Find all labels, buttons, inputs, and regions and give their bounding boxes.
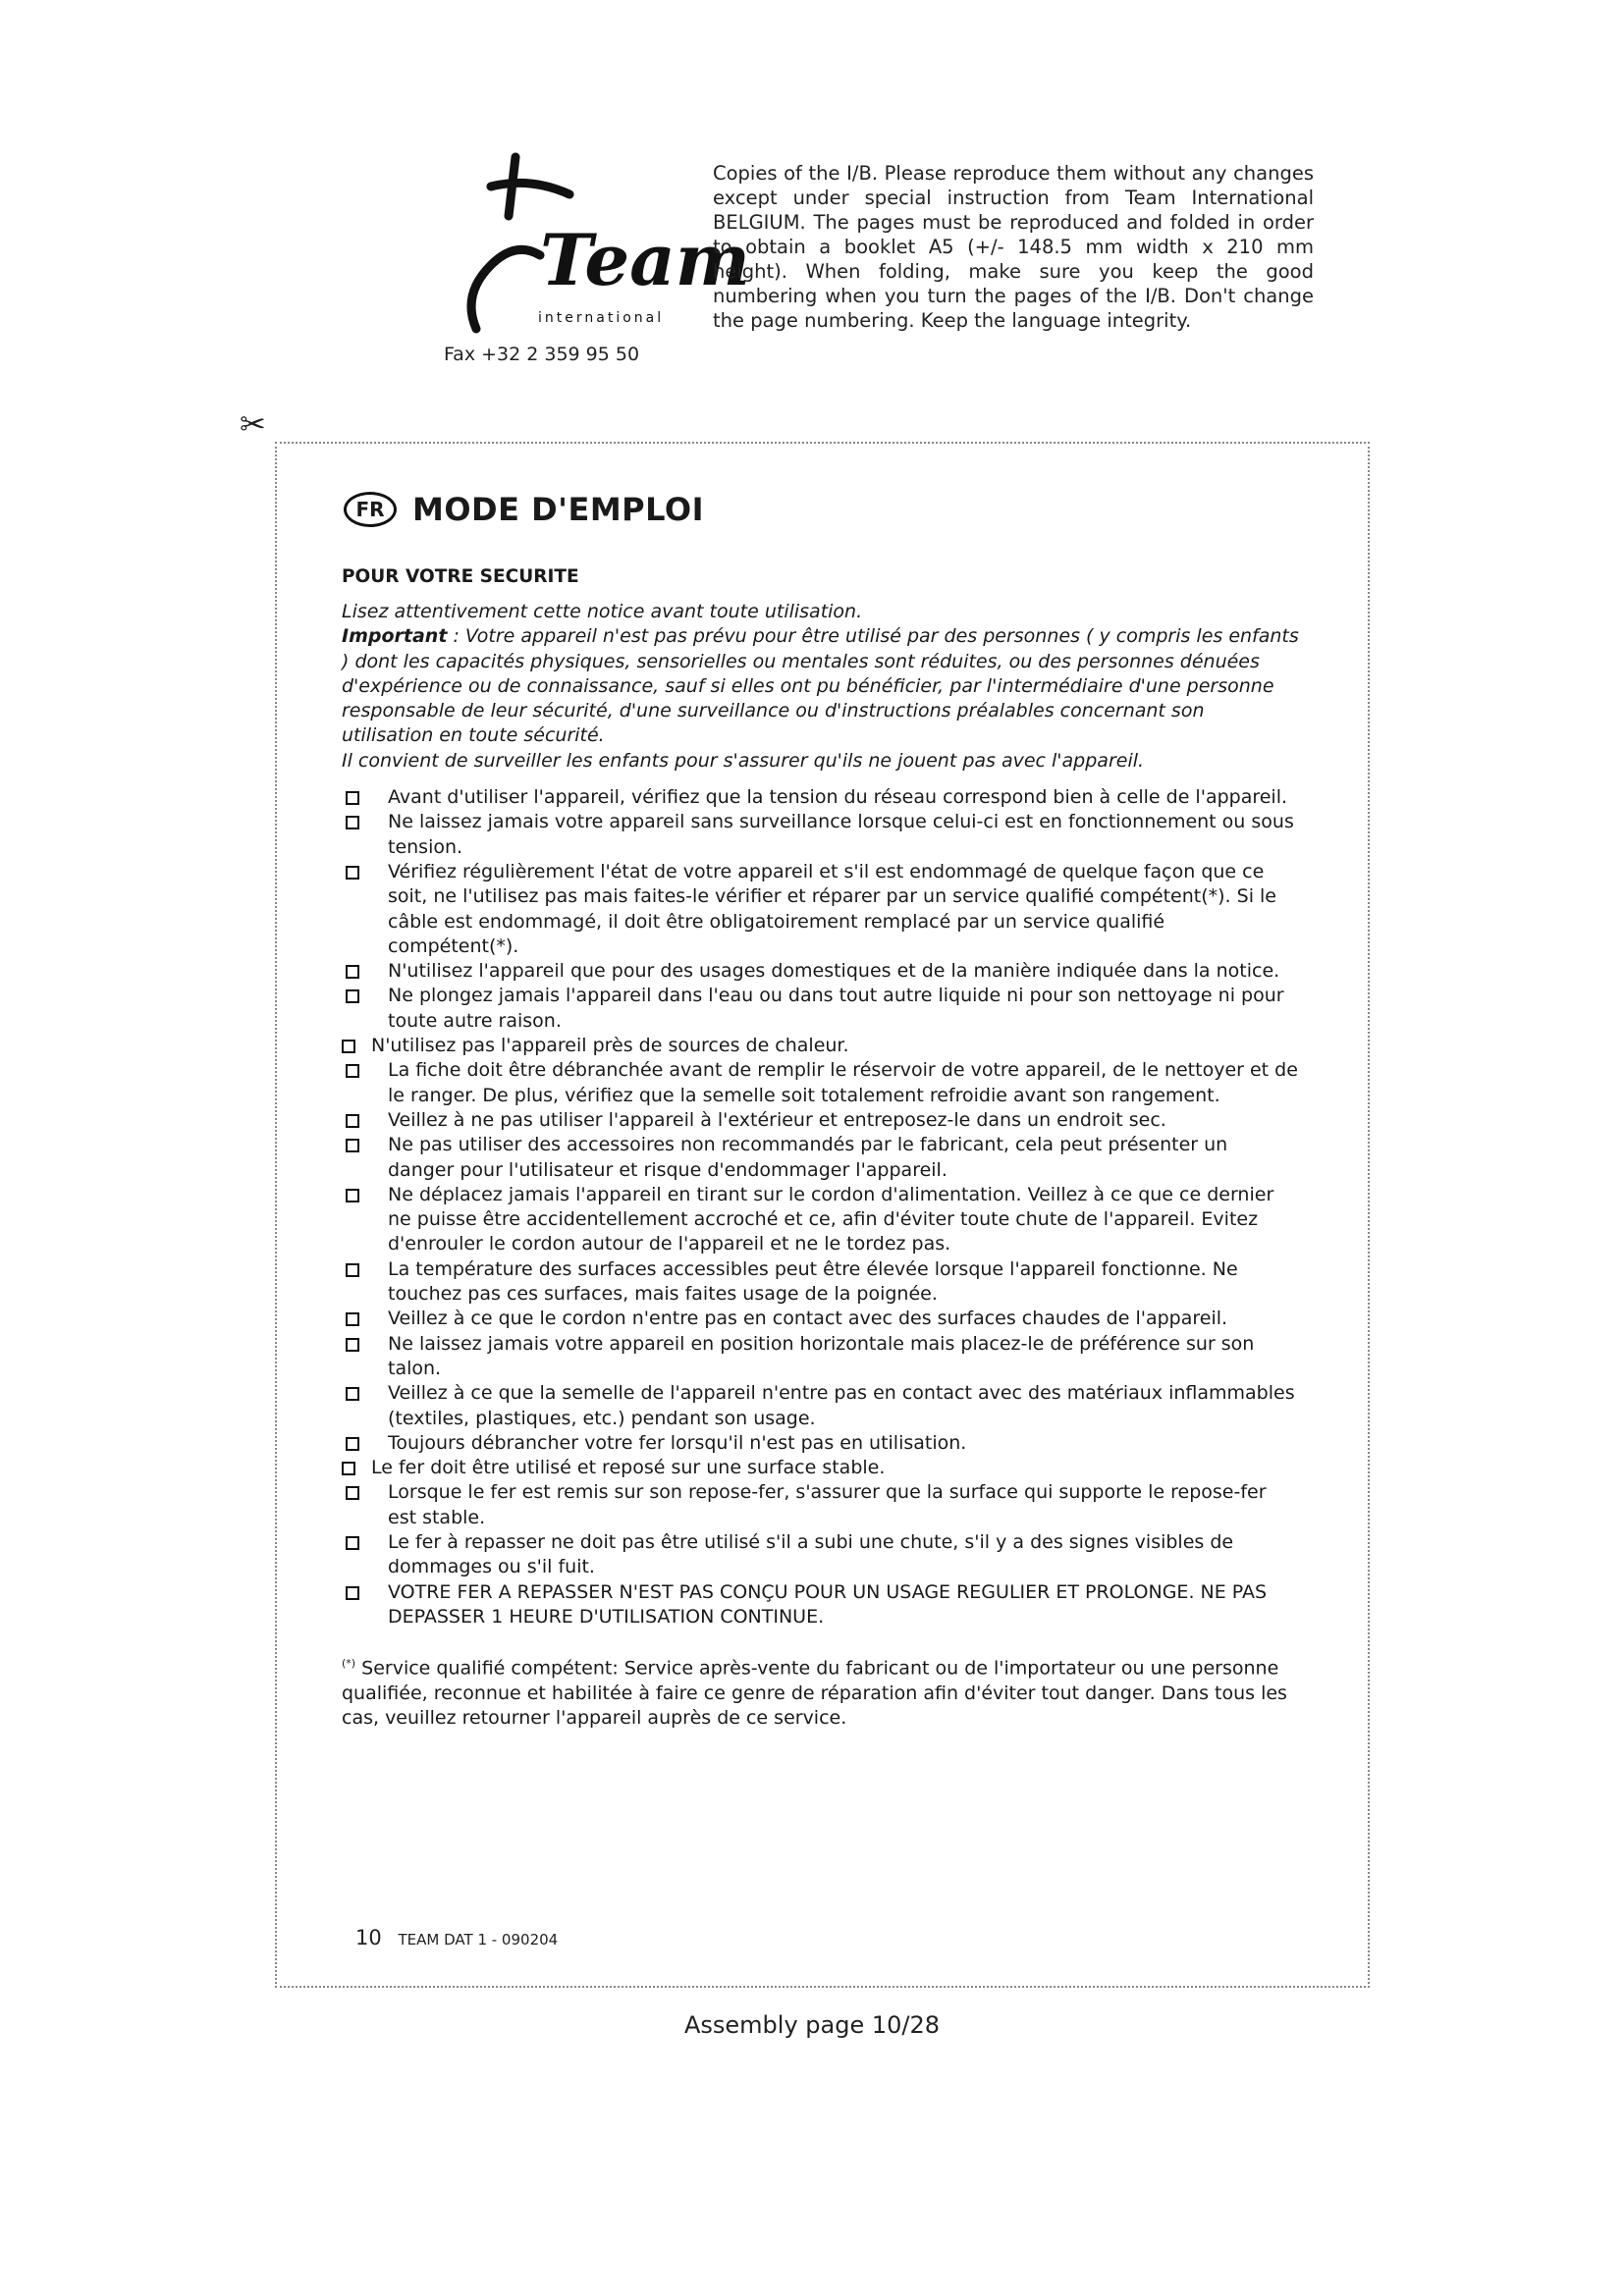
page-title (344, 491, 704, 528)
important-text: : Votre appareil n'est pas prévu pour être utilisé par des personnes ( y compris les enfants ) dont les capacités physiques, sensorielles ou mentales sont réduites, ou des personnes dénuées d'expérience ou de connaissance, sauf si elles ont pu bénéficier, par l'intermédiaire d'une personne responsable de leur sécurité, d'une surveillance ou d'instructions préalables concernant son utilisation en toute sécurité. (342, 625, 1299, 747)
checkbox-icon (346, 1064, 359, 1078)
list-item: Toujours débrancher votre fer lorsqu'il n'est pas en utilisation. (342, 1431, 1299, 1456)
page-number: 10 (355, 1926, 382, 1949)
list-item: Ne plongez jamais l'appareil dans l'eau ou dans tout autre liquide ni pour son nettoyage ni pour toute autre raison. (342, 984, 1299, 1034)
list-item: Veillez à ne pas utiliser l'appareil à l'extérieur et entreposez-le dans un endroit sec. (342, 1108, 1299, 1133)
logo-word: Team (540, 218, 750, 301)
list-item: VOTRE FER A REPASSER N'EST PAS CONÇU POUR UN USAGE REGULIER ET PROLONGE. NE PAS DEPASSER 1 HEURE D'UTILISATION CONTINUE. (342, 1580, 1299, 1630)
safety-content (342, 600, 1299, 1731)
reproduction-note: Copies of the I/B. Please reproduce them without any changes except under special instruction from Team International BELGIUM. The pages must be reproduced and folded in order to obtain a booklet A5 (+/- 148.5 mm width x 210 mm height). When folding, make sure you keep the good numbering when you turn the pages of the I/B. Don't change the page numbering. Keep the language integrity. (713, 162, 1314, 332)
list-item: Le fer à repasser ne doit pas être utilisé s'il a subi une chute, s'il y a des signes visibles de dommages ou s'il fuit. (342, 1530, 1299, 1580)
list-item: La fiche doit être débranchée avant de remplir le réservoir de votre appareil, de le nettoyer et de le ranger. De plus, vérifiez que la semelle soit totalement refroidie avant son rangement. (342, 1058, 1299, 1108)
scissors-icon: ✂ (240, 405, 266, 443)
intro-line-1: Lisez attentivement cette notice avant toute utilisation. (342, 601, 863, 622)
checkbox-icon (346, 965, 359, 979)
checkbox-icon (346, 989, 359, 1003)
checkbox-icon (346, 791, 359, 805)
logo-sub: international (538, 310, 665, 326)
intro-line-3: Il convient de surveiller les enfants pour s'assurer qu'ils ne jouent pas avec l'appareil. (342, 749, 1145, 772)
list-item: Ne laissez jamais votre appareil sans surveillance lorsque celui-ci est en fonctionnement ou sous tension. (342, 810, 1299, 860)
checkbox-icon (346, 1189, 359, 1202)
checkbox-icon (346, 1263, 359, 1277)
footnote-mark: (*) (342, 1657, 356, 1671)
document-title: MODE D'EMPLOI (412, 491, 704, 528)
important-label: Important (342, 625, 448, 648)
checkbox-icon (346, 1536, 359, 1550)
checkbox-icon (346, 1486, 359, 1500)
checkbox-icon (346, 1338, 359, 1352)
list-item: Ne déplacez jamais l'appareil en tirant sur le cordon d'alimentation. Veillez à ce que ce dernier ne puisse être accidentellement accroché et ce, afin d'éviter toute chute de l'appareil. Evitez d'enrouler le cordon autour de l'appareil et ne le tordez pas. (342, 1183, 1299, 1257)
list-item: Ne pas utiliser des accessoires non recommandés par le fabricant, cela peut présenter un danger pour l'utilisateur et risque d'endommager l'appareil. (342, 1133, 1299, 1183)
checkbox-icon (346, 1139, 359, 1152)
list-item: Lorsque le fer est remis sur son repose-fer, s'assurer que la surface qui supporte le repose-fer est stable. (342, 1480, 1299, 1530)
assembly-page: Assembly page 10/28 (683, 2011, 941, 2039)
checkbox-icon (346, 1437, 359, 1451)
checkbox-icon (346, 1114, 359, 1128)
checkbox-icon (346, 866, 359, 880)
page-footer (355, 1926, 558, 1949)
safety-list (342, 785, 1299, 1629)
footnote-text: Service qualifié compétent: Service après-vente du fabricant ou de l'importateur ou une personne qualifiée, reconnue et habilitée à faire ce genre de réparation afin d'éviter tout danger. Dans tous les cas, veuillez retourner l'appareil auprès de ce service. (342, 1657, 1287, 1730)
section-title: POUR VOTRE SECURITE (342, 566, 579, 587)
fax-number: Fax +32 2 359 95 50 (444, 344, 640, 365)
list-item: Le fer doit être utilisé et reposé sur une surface stable. (342, 1456, 1299, 1480)
checkbox-icon (342, 1040, 355, 1053)
checkbox-icon (346, 1586, 359, 1600)
list-item: Vérifiez régulièrement l'état de votre appareil et s'il est endommagé de quelque façon que ce soit, ne l'utilisez pas mais faites-le vérifier et réparer par un service qualifié compétent(*). Si le câble est endommagé, il doit être obligatoirement remplacé par un service qualifié compétent(*). (342, 860, 1299, 959)
list-item: N'utilisez l'appareil que pour des usages domestiques et de la manière indiquée dans la notice. (342, 959, 1299, 984)
list-item: La température des surfaces accessibles peut être élevée lorsque l'appareil fonctionne. Ne touchez pas ces surfaces, mais faites usage de la poignée. (342, 1257, 1299, 1308)
list-item: Veillez à ce que la semelle de l'appareil n'entre pas en contact avec des matériaux inflammables (textiles, plastiques, etc.) pendant son usage. (342, 1381, 1299, 1431)
list-item: Ne laissez jamais votre appareil en position horizontale mais placez-le de préférence sur son talon. (342, 1332, 1299, 1382)
footnote (342, 1651, 1299, 1731)
list-item: Avant d'utiliser l'appareil, vérifiez que la tension du réseau correspond bien à celle de l'appareil. (342, 785, 1299, 810)
checkbox-icon (346, 1312, 359, 1326)
document-code: TEAM DAT 1 - 090204 (398, 1931, 559, 1949)
list-item: Veillez à ce que le cordon n'entre pas en contact avec des surfaces chaudes de l'appareil. (342, 1307, 1299, 1331)
team-logo (422, 147, 750, 344)
intro-text (342, 600, 1299, 774)
checkbox-icon (346, 1387, 359, 1401)
list-item: N'utilisez pas l'appareil près de sources de chaleur. (342, 1034, 1299, 1058)
language-badge: FR (344, 492, 397, 527)
checkbox-icon (342, 1462, 355, 1475)
checkbox-icon (346, 816, 359, 829)
